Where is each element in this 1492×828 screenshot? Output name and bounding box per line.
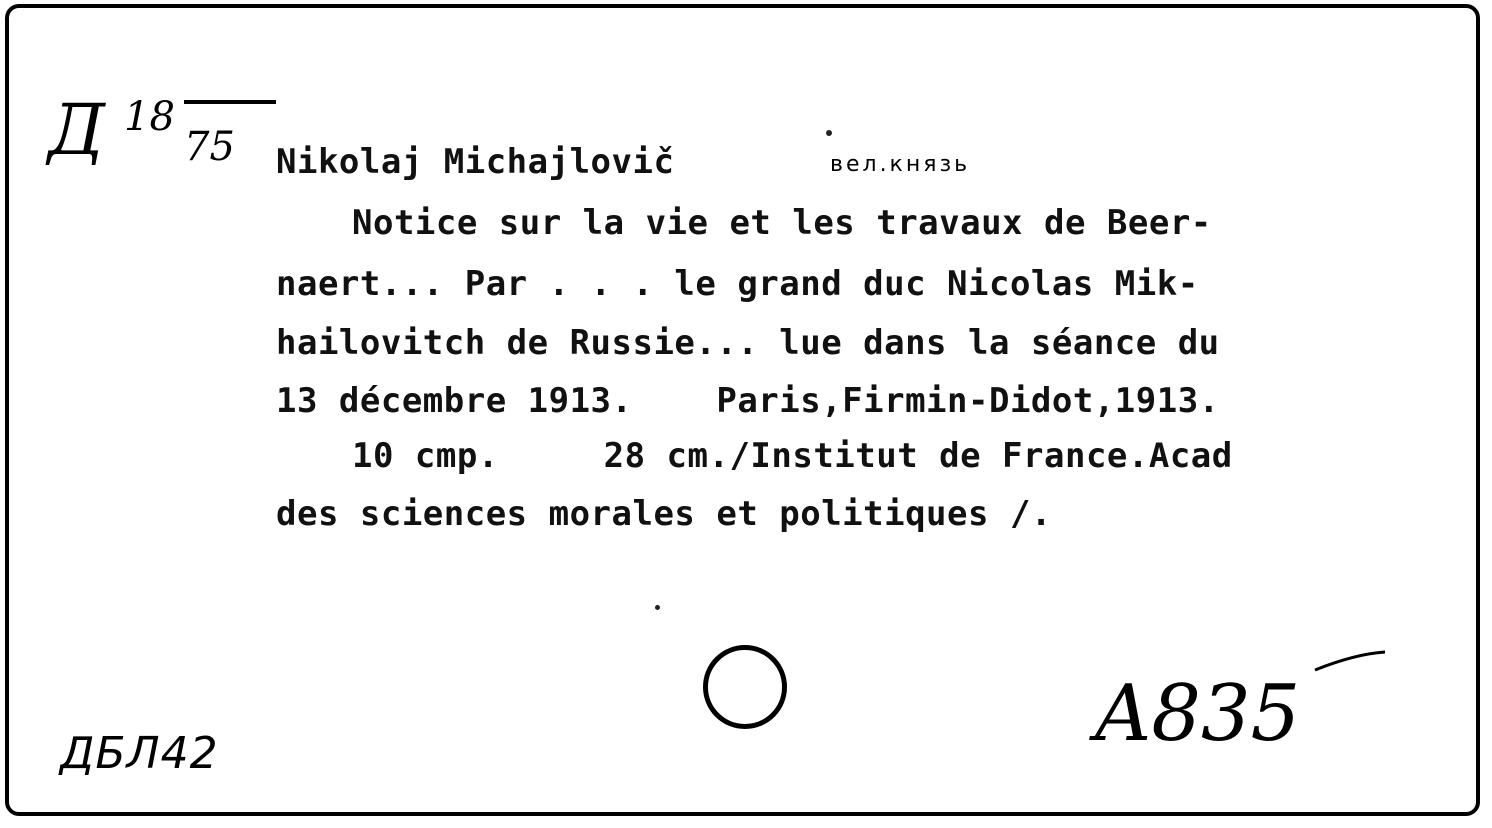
shelf-mark: ДБЛ42	[60, 728, 219, 779]
accession-number	[1085, 648, 1405, 758]
author-note-russian: вел.князь	[830, 152, 971, 177]
speck	[826, 130, 832, 136]
entry-line-3: hailovitch de Russie... lue dans la séance du	[276, 323, 1220, 363]
call-number-numerator: 18	[124, 94, 175, 140]
flourish-stroke	[1315, 652, 1385, 670]
call-number-denominator: 75	[184, 124, 235, 170]
accession-number-text: A835	[1095, 669, 1301, 758]
call-number	[48, 72, 288, 192]
entry-line-5: 10 cmp. 28 cm./Institut de France.Acad	[352, 436, 1233, 476]
entry-line-2: naert... Par . . . le grand duc Nicolas Mik-	[276, 264, 1199, 304]
call-number-letter: Д	[48, 89, 105, 171]
entry-line-1: Notice sur la vie et les travaux de Beer-	[352, 203, 1212, 243]
speck	[655, 605, 660, 610]
author-name: Nikolaj Michajlovič	[276, 142, 675, 182]
punch-hole	[703, 645, 787, 729]
entry-line-6: des sciences morales et politiques /.	[276, 494, 1052, 534]
entry-line-4: 13 décembre 1913. Paris,Firmin-Didot,1913.	[276, 381, 1220, 421]
